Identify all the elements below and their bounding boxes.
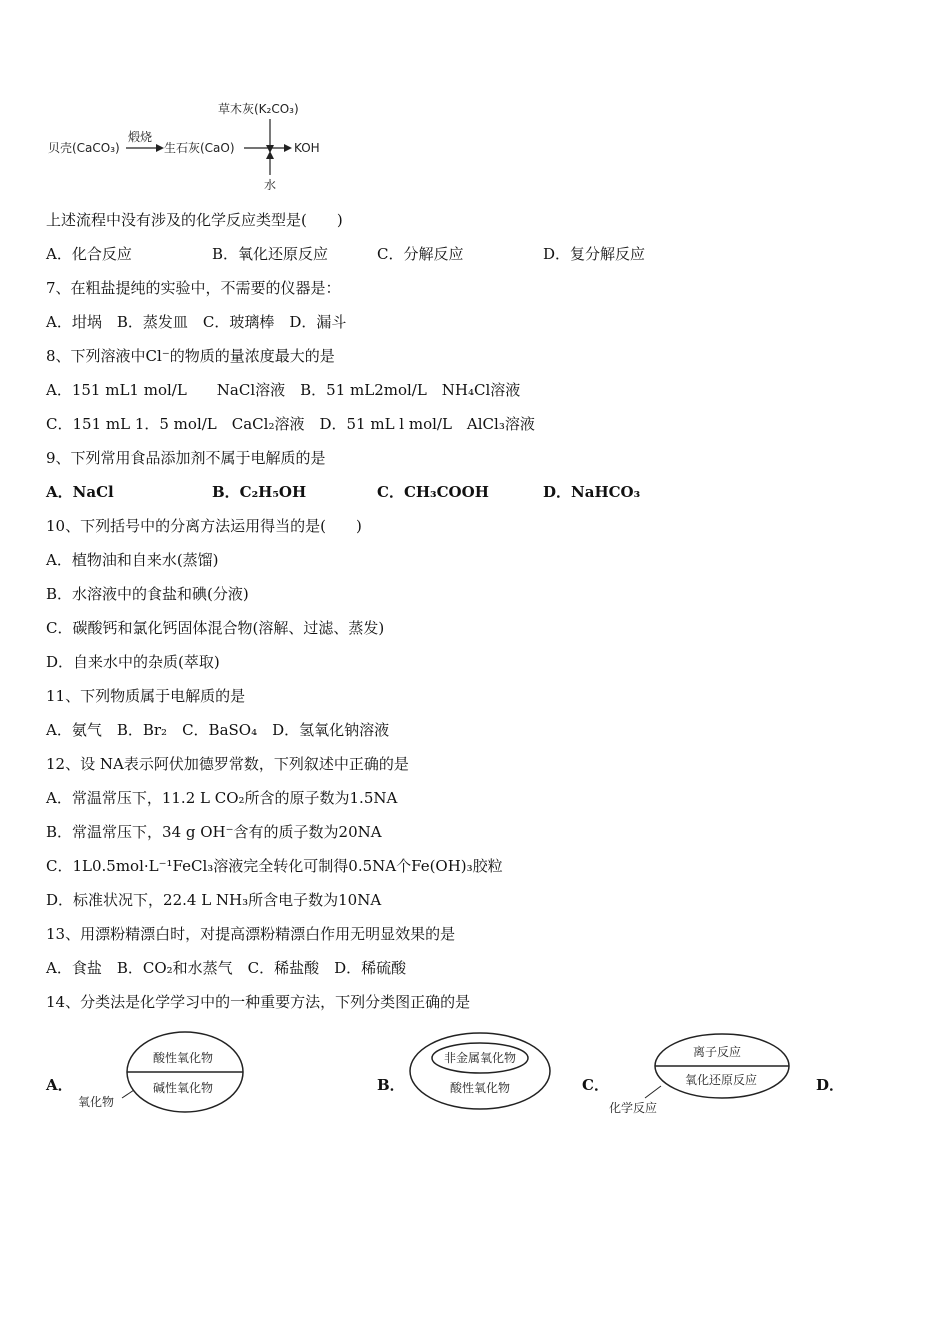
q14-option-b-label: B． — [377, 1076, 405, 1094]
q12-option-c: C．1L0.5mol·L⁻¹FeCl₃溶液完全转化可制得0.5NA个Fe(OH)₃胶粒 — [46, 857, 503, 875]
q14-diagram-a — [70, 1030, 250, 1120]
flow-arrowhead-main — [284, 144, 292, 152]
q7-stem: 7、在粗盐提纯的实验中，不需要的仪器是： — [46, 279, 341, 297]
q8-stem: 8、下列溶液中Cl⁻的物质的量浓度最大的是 — [46, 347, 335, 365]
flow-arrowhead-water — [266, 151, 274, 159]
q14-option-d-label: D． — [816, 1076, 845, 1094]
q12-option-a: A．常温常压下，11.2 L CO₂所含的原子数为1.5NA — [46, 789, 398, 807]
q14-diagram-b — [405, 1028, 555, 1114]
q13-options: A．食盐 B．CO₂和水蒸气 C．稀盐酸 D．稀硫酸 — [46, 959, 407, 977]
q6-option-a: A．化合反应 — [46, 245, 132, 263]
flow-calcine: 煅烧 — [128, 130, 153, 144]
q12-option-d: D．标准状况下，22.4 L NH₃所含电子数为10NA — [46, 891, 382, 909]
q6-option-c: C．分解反应 — [377, 245, 464, 263]
q14-c-outer-text: 化学反应 — [609, 1101, 658, 1115]
q10-option-b: B．水溶液中的食盐和碘(分液) — [46, 585, 249, 603]
q9-option-b: B．C₂H₅OH — [212, 483, 307, 501]
q9-option-a: A．NaCl — [46, 483, 114, 501]
q11-options: A．氨气 B．Br₂ C．BaSO₄ D．氢氧化钠溶液 — [46, 721, 390, 739]
q14-b-inner-text: 非金属氧化物 — [444, 1051, 517, 1065]
q14-b-outer-ellipse — [410, 1033, 550, 1109]
q6-stem: 上述流程中没有涉及的化学反应类型是( ) — [46, 211, 343, 229]
q12-option-b: B．常温常压下，34 g OH⁻含有的质子数为20NA — [46, 823, 382, 841]
flow-shell: 贝壳(CaCO₃) — [48, 141, 120, 155]
q8-options-row1: A．151 mL1 mol/L NaCl溶液 B．51 mL2mol/L NH₄Cl溶液 — [46, 381, 521, 399]
flow-water: 水 — [264, 178, 277, 192]
q10-option-a: A．植物油和自来水(蒸馏) — [46, 551, 219, 569]
q14-c-bottom-text: 氧化还原反应 — [685, 1073, 758, 1087]
q14-c-pointer — [645, 1086, 661, 1098]
q9-option-c: C．CH₃COOH — [377, 483, 489, 501]
q8-options-row2: C．151 mL 1．5 mol/L CaCl₂溶液 D．51 mL l mol/L AlCl₃溶液 — [46, 415, 535, 433]
q10-option-c: C．碳酸钙和氯化钙固体混合物(溶解、过滤、蒸发) — [46, 619, 385, 637]
q14-option-c-label: C． — [582, 1076, 609, 1094]
flow-arrowhead-calcine — [156, 144, 164, 152]
q6-option-b: B．氧化还原反应 — [212, 245, 329, 263]
q6-option-d: D．复分解反应 — [543, 245, 646, 263]
q11-stem: 11、下列物质属于电解质的是 — [46, 687, 246, 705]
q14-a-top-text: 酸性氧化物 — [153, 1051, 214, 1065]
q14-stem: 14、分类法是化学学习中的一种重要方法，下列分类图正确的是 — [46, 993, 471, 1011]
flow-product: KOH — [294, 141, 320, 155]
flow-diagram — [40, 95, 360, 195]
q10-stem: 10、下列括号中的分离方法运用得当的是( ) — [46, 517, 362, 535]
q14-option-a-label: A． — [46, 1076, 73, 1094]
q13-stem: 13、用漂粉精漂白时，对提高漂粉精漂白作用无明显效果的是 — [46, 925, 456, 943]
q14-a-bottom-text: 碱性氧化物 — [153, 1081, 214, 1095]
q7-options: A．坩埚 B．蒸发皿 C．玻璃棒 D．漏斗 — [46, 313, 347, 331]
q14-a-pointer — [122, 1090, 134, 1098]
q14-b-outer-text: 酸性氧化物 — [450, 1081, 511, 1095]
q12-stem: 12、设 NA表示阿伏加德罗常数，下列叙述中正确的是 — [46, 755, 409, 773]
q14-a-outer-text: 氧化物 — [78, 1095, 115, 1109]
q10-option-d: D．自来水中的杂质(萃取) — [46, 653, 220, 671]
q9-option-d: D．NaHCO₃ — [543, 483, 641, 501]
q14-diagram-c — [605, 1030, 795, 1120]
q14-c-top-text: 离子反应 — [693, 1045, 742, 1059]
flow-lime: 生石灰(CaO) — [164, 141, 235, 155]
flow-ash: 草木灰(K₂CO₃) — [218, 102, 299, 116]
q9-stem: 9、下列常用食品添加剂不属于电解质的是 — [46, 449, 326, 467]
